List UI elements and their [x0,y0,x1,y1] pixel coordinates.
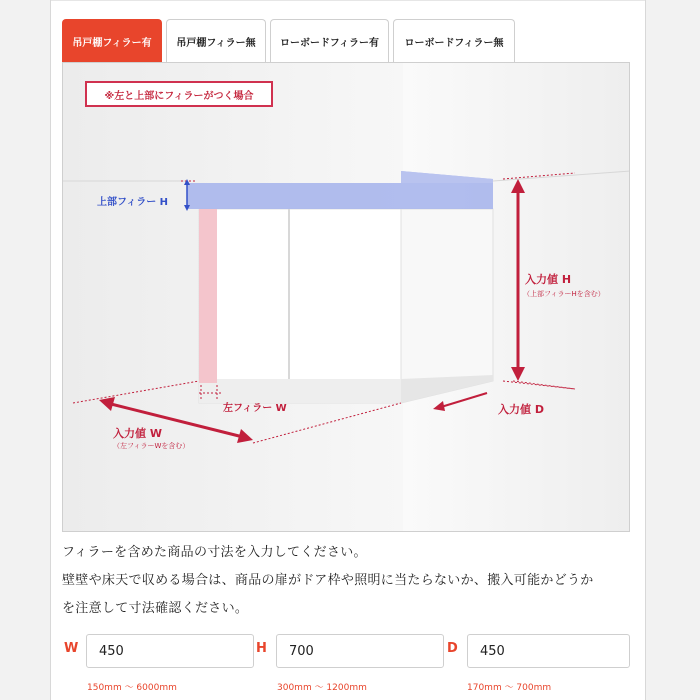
input-w-label: 入力値 W [113,427,162,440]
cabinet-front [199,209,401,403]
tab-low-board-without-filler[interactable]: ローボードフィラー無 [393,19,515,63]
input-d-label: 入力値 D [498,403,544,416]
width-input[interactable] [86,634,254,668]
height-letter: H [256,641,267,656]
width-range: 150mm 〜 6000mm [87,683,177,693]
input-h-label: 入力値 H [525,273,572,286]
left-filler-label: 左フィラー W [223,403,287,414]
top-filler [187,183,401,209]
depth-range: 170mm 〜 700mm [467,683,552,693]
description-line-1: フィラーを含めた商品の寸法を入力してください。 [62,545,367,560]
left-filler [199,209,217,383]
description-line-3: を注意して寸法確認ください。 [62,601,249,616]
cabinet-side [401,209,493,403]
depth-input[interactable] [467,634,630,668]
tab-wall-cabinet-without-filler[interactable]: 吊戸棚フィラー無 [166,19,266,63]
width-letter: W [64,641,79,656]
height-input[interactable] [276,634,444,668]
tab-wall-cabinet-with-filler[interactable]: 吊戸棚フィラー有 [62,19,162,63]
dimension-diagram [62,62,630,532]
tab-bar [62,19,515,63]
description-line-2: 壁壁や床天で収める場合は、商品の扉がドア枠や照明に当たらないか、搬入可能かどうか [62,573,594,588]
depth-letter: D [447,641,458,656]
input-h-note: （上部フィラーHを含む） [523,290,605,298]
input-w-note: （左フィラーWを含む） [113,442,190,450]
filler-note: ※左と上部にフィラーがつく場合 [85,81,273,107]
top-filler-label: 上部フィラー H [97,197,169,208]
height-range: 300mm 〜 1200mm [277,683,367,693]
tab-low-board-with-filler[interactable]: ローボードフィラー有 [270,19,389,63]
